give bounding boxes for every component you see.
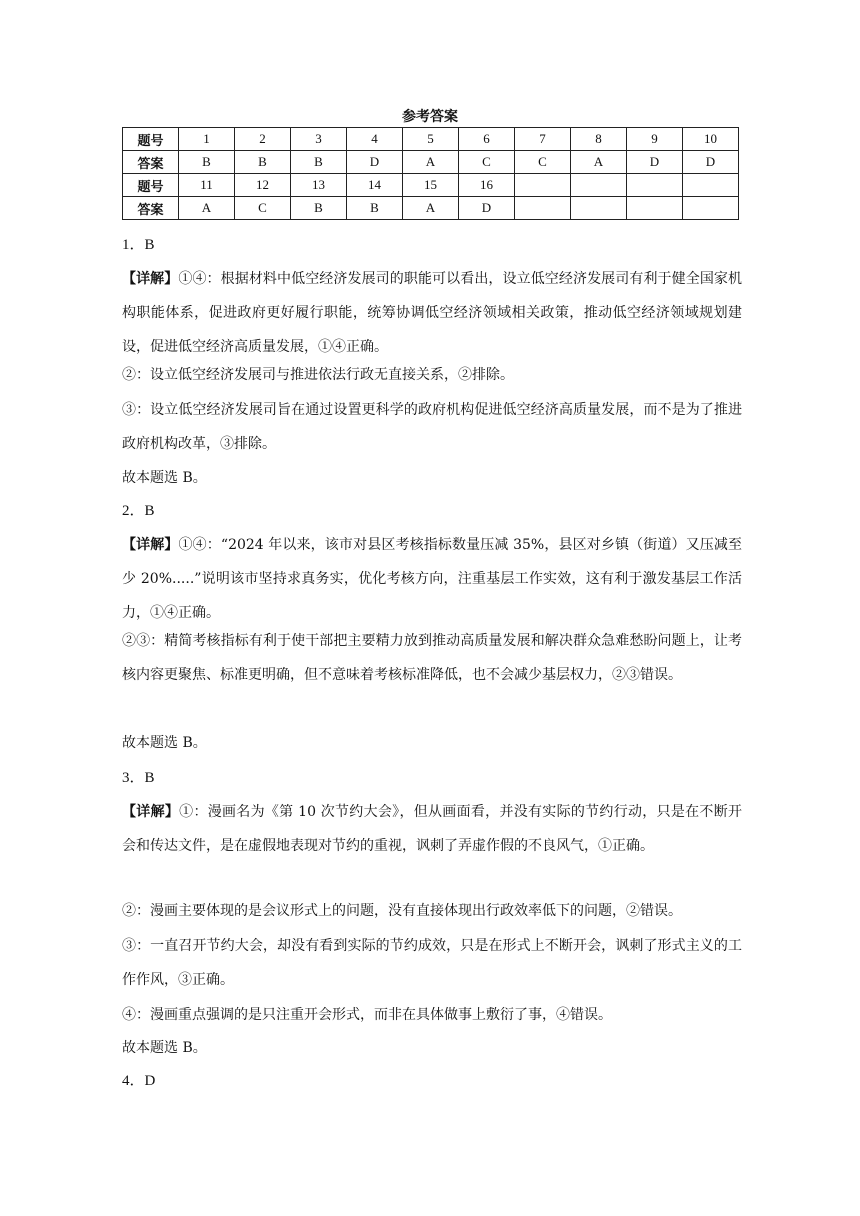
table-cell: 3 xyxy=(291,128,347,151)
table-cell: D xyxy=(627,151,683,174)
explanation-text: ①④：“2024 年以来，该市对县区考核指标数量压减 35%，县区对乡镇（街道）又压减至少 20%.....”说明该市坚持求真务实，优化考核方向，注重基层工作实效，这有利于激发基层工作活力，①④正确。 xyxy=(122,537,743,621)
table-cell: B xyxy=(235,151,291,174)
table-cell xyxy=(571,174,627,197)
question-number-2: 2．B xyxy=(122,503,155,519)
question-number-4: 4．D xyxy=(122,1073,156,1089)
table-cell xyxy=(515,197,571,220)
table-cell: 12 xyxy=(235,174,291,197)
table-cell xyxy=(627,174,683,197)
explanation-paragraph: ②：漫画主要体现的是会议形式上的问题，没有直接体现出行政效率低下的问题，②错误。 xyxy=(122,903,682,919)
table-cell: 16 xyxy=(459,174,515,197)
explanation-paragraph: ③：设立低空经济发展司旨在通过设置更科学的政府机构促进低空经济高质量发展，而不是为了推进政府机构改革，③排除。 xyxy=(122,402,742,452)
table-cell: C xyxy=(235,197,291,220)
table-cell: 15 xyxy=(403,174,459,197)
detail-tag: 【详解】 xyxy=(122,537,179,553)
table-cell: 11 xyxy=(179,174,235,197)
table-cell: D xyxy=(347,151,403,174)
question-number-1: 1．B xyxy=(122,237,155,253)
conclusion-text: 故本题选 B。 xyxy=(122,1040,207,1056)
row-header: 答案 xyxy=(123,197,179,220)
table-cell: 9 xyxy=(627,128,683,151)
table-cell: 14 xyxy=(347,174,403,197)
table-cell: B xyxy=(291,151,347,174)
conclusion-text: 故本题选 B。 xyxy=(122,470,207,486)
table-cell xyxy=(683,197,739,220)
table-cell: D xyxy=(459,197,515,220)
explanation-text: ①④：根据材料中低空经济发展司的职能可以看出，设立低空经济发展司有利于健全国家机构职能体系，促进政府更好履行职能，统筹协调低空经济领域相关政策，推动低空经济领域规划建设，促进低空经济高质量发展，①④正确。 xyxy=(122,271,743,355)
table-cell: 13 xyxy=(291,174,347,197)
explanation-paragraph: ②：设立低空经济发展司与推进依法行政无直接关系，②排除。 xyxy=(122,367,514,383)
table-cell: A xyxy=(179,197,235,220)
explanation-paragraph: ②③：精简考核指标有利于使干部把主要精力放到推动高质量发展和解决群众急难愁盼问题上，让考核内容更聚焦、标准更明确，但不意味着考核标准降低，也不会减少基层权力，②③错误。 xyxy=(122,633,742,683)
answer-table xyxy=(122,127,739,220)
table-cell: 6 xyxy=(459,128,515,151)
explanation-paragraph: ④：漫画重点强调的是只注重开会形式，而非在具体做事上敷衍了事，④错误。 xyxy=(122,1007,612,1023)
table-cell: A xyxy=(403,151,459,174)
table-cell: 5 xyxy=(403,128,459,151)
table-cell: A xyxy=(403,197,459,220)
table-cell: A xyxy=(571,151,627,174)
answer-title: 参考答案 xyxy=(402,109,458,125)
table-cell xyxy=(627,197,683,220)
table-cell: C xyxy=(515,151,571,174)
table-cell: D xyxy=(683,151,739,174)
table-cell: 10 xyxy=(683,128,739,151)
explanation-text: ①：漫画名为《第 10 次节约大会》，但从画面看，并没有实际的节约行动，只是在不断开会和传达文件，是在虚假地表现对节约的重视，讽刺了弄虚作假的不良风气，①正确。 xyxy=(122,804,743,854)
table-cell: 4 xyxy=(347,128,403,151)
table-cell xyxy=(515,174,571,197)
question-number-3: 3．B xyxy=(122,770,155,786)
detail-tag: 【详解】 xyxy=(122,804,180,820)
row-header: 题号 xyxy=(123,128,179,151)
table-cell xyxy=(571,197,627,220)
table-cell xyxy=(683,174,739,197)
table-cell: 7 xyxy=(515,128,571,151)
table-cell: B xyxy=(291,197,347,220)
table-row xyxy=(123,197,739,220)
table-cell: 1 xyxy=(179,128,235,151)
table-cell: 8 xyxy=(571,128,627,151)
table-cell: 2 xyxy=(235,128,291,151)
explanation-paragraph xyxy=(122,262,742,364)
table-row xyxy=(123,151,739,174)
explanation-paragraph xyxy=(122,795,742,863)
table-cell: B xyxy=(179,151,235,174)
row-header: 答案 xyxy=(123,151,179,174)
detail-tag: 【详解】 xyxy=(122,271,179,287)
table-row xyxy=(123,174,739,197)
table-cell: C xyxy=(459,151,515,174)
table-cell: B xyxy=(347,197,403,220)
table-row xyxy=(123,128,739,151)
explanation-paragraph xyxy=(122,528,742,630)
row-header: 题号 xyxy=(123,174,179,197)
conclusion-text: 故本题选 B。 xyxy=(122,735,207,751)
explanation-paragraph: ③：一直召开节约大会，却没有看到实际的节约成效，只是在形式上不断开会，讽刺了形式主义的工作作风，③正确。 xyxy=(122,938,742,988)
